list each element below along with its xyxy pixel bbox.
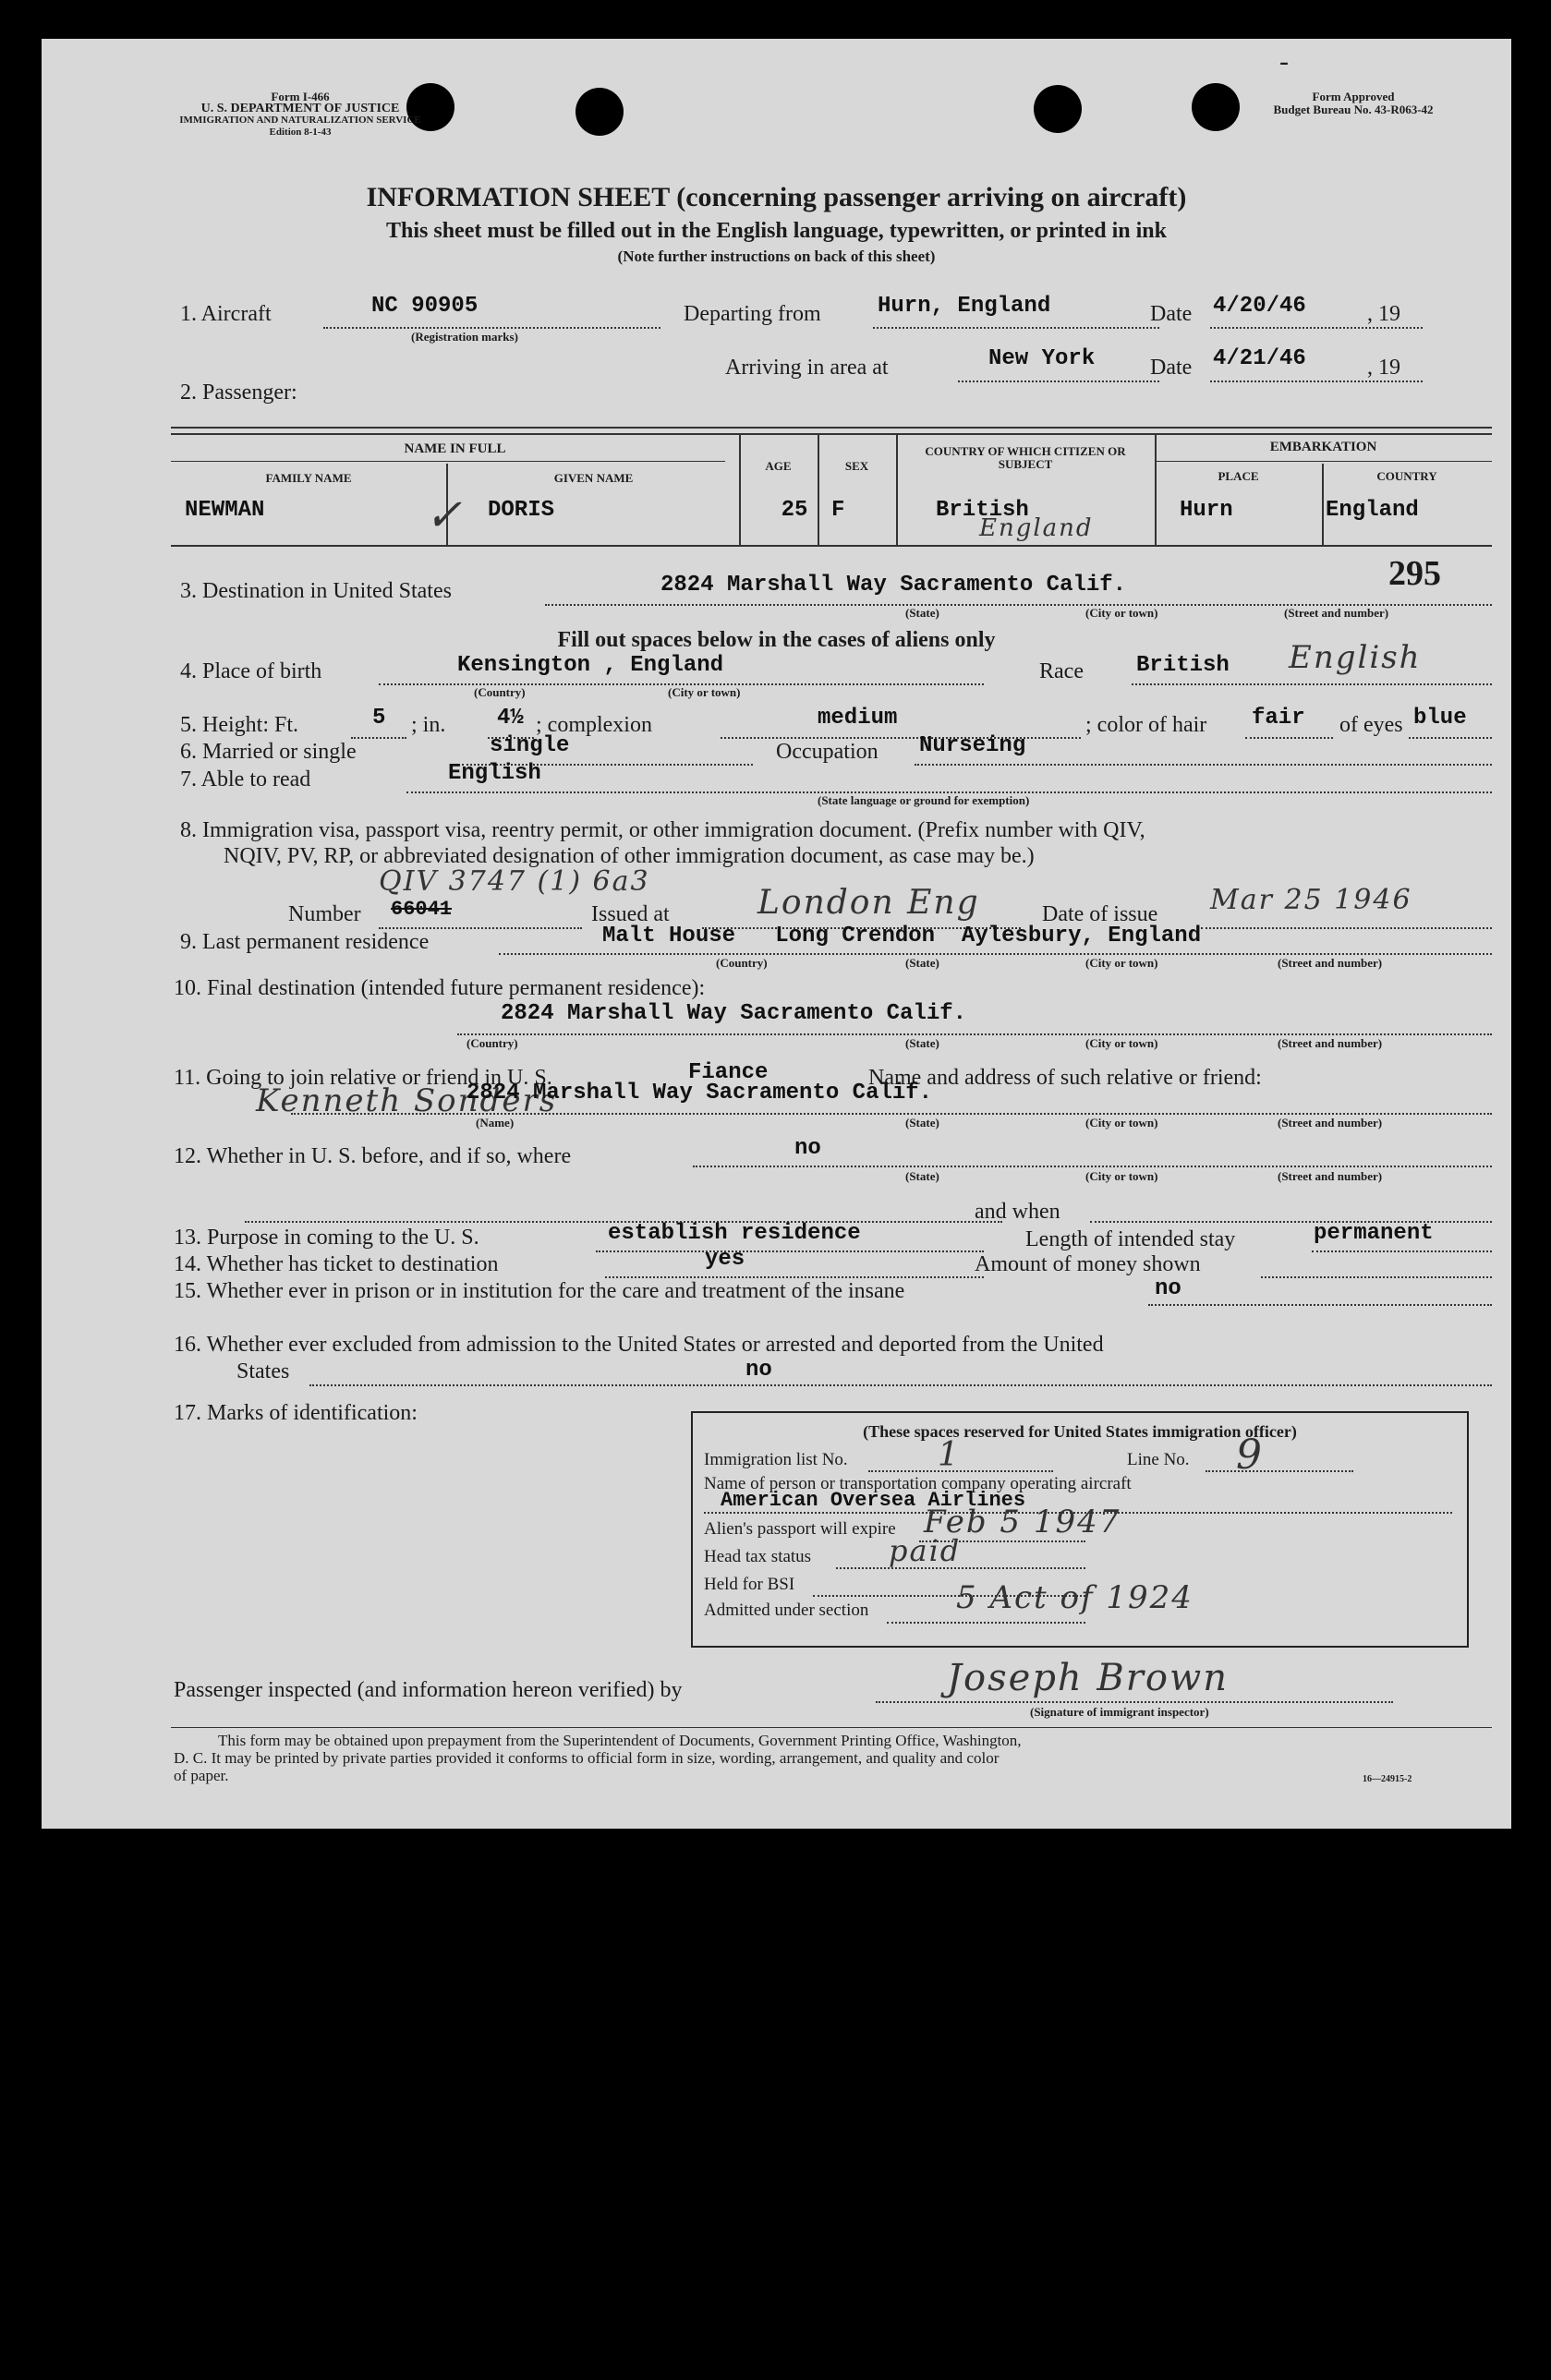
dest-sub-city: (City or town) (1085, 606, 1158, 620)
admitted-label: Admitted under section (704, 1601, 869, 1620)
read-value: English (448, 761, 541, 786)
last-sub-street: (Street and number) (1278, 956, 1383, 970)
page-title: INFORMATION SHEET (concerning passenger arriving on aircraft) (366, 182, 1187, 212)
issue-date-label: Date of issue (1042, 902, 1158, 926)
dest-sub-street: (Street and number) (1284, 606, 1389, 620)
dest-sub-state: (State) (905, 606, 939, 620)
aliens-heading: Fill out spaces below in the cases of aliens only (557, 628, 996, 652)
prison-value: no (1155, 1276, 1181, 1301)
form-number: Form I-466 (271, 90, 330, 103)
height-in-label: ; in. (411, 713, 446, 737)
join-name-handwritten: Kenneth Sonders (256, 1082, 558, 1119)
visa-number-typed: 66041 (391, 898, 453, 921)
when-label: and when (975, 1200, 1060, 1224)
visa-number-label: Number (288, 902, 361, 926)
expire-handwritten: Feb 5 1947 (924, 1504, 1121, 1540)
occupation-value: Nurseing (919, 733, 1026, 758)
purpose-label: 13. Purpose in coming to the U. S. (174, 1226, 479, 1250)
footer-line3: of paper. (174, 1767, 229, 1784)
admitted-handwritten: 5 Act of 1924 (956, 1579, 1194, 1616)
issue-date-handwritten: Mar 25 1946 (1210, 884, 1412, 916)
join-sub-state: (State) (905, 1116, 939, 1130)
company-value: American Oversea Airlines (721, 1489, 1026, 1512)
citizen-handwritten: England (979, 514, 1094, 542)
join-address: 2824 Marshall Way Sacramento Calif. (467, 1081, 933, 1105)
department: U. S. DEPARTMENT OF JUSTICE (200, 102, 400, 115)
departing-value: Hurn, England (878, 294, 1051, 319)
inspected-label: Passenger inspected (and information hereon verified) by (174, 1678, 683, 1702)
issued-handwritten: London Eng (757, 884, 980, 922)
budget-bureau: Budget Bureau No. 43-R063-42 (1273, 103, 1434, 116)
birth-value: Kensington , England (457, 653, 724, 678)
married-value: single (490, 733, 570, 758)
punch-hole (1034, 85, 1082, 133)
note: (Note further instructions on back of this sheet) (617, 248, 936, 265)
arrive-date: 4/21/46 (1213, 346, 1306, 371)
eyes-value: blue (1413, 706, 1467, 731)
complexion-value: medium (818, 706, 898, 731)
inspector-sub: (Signature of immigrant inspector) (1030, 1705, 1209, 1719)
ticket-label: 14. Whether has ticket to destination (174, 1252, 499, 1276)
subtitle: This sheet must be filled out in the English language, typewritten, or printed in ink (386, 219, 1167, 243)
final-value: 2824 Marshall Way Sacramento Calif. (501, 1001, 967, 1026)
col-sex: SEX (844, 459, 869, 473)
destination-value: 2824 Marshall Way Sacramento Calif. (660, 573, 1127, 598)
stay-value: permanent (1314, 1221, 1434, 1246)
service: IMMIGRATION AND NATURALIZATION SERVICE (179, 115, 421, 126)
family-name: NEWMAN (185, 498, 265, 523)
last-residence-value: Malt House Long Crendon Aylesbury, England (602, 924, 1202, 948)
join-relation: Fiance (688, 1060, 769, 1085)
arriving-label: Arriving in area at (725, 356, 889, 380)
last-sub-country: (Country) (716, 956, 768, 970)
officer-box (691, 1411, 1469, 1648)
col-name-in-full: NAME IN FULL (404, 441, 506, 456)
join-label: 11. Going to join relative or friend in U. S. (174, 1066, 552, 1090)
edition: Edition 8-1-43 (269, 127, 332, 138)
before-label: 12. Whether in U. S. before, and if so, where (174, 1144, 572, 1168)
departing-label: Departing from (684, 302, 821, 326)
ticket-value: yes (705, 1247, 745, 1272)
destination-number: 295 (1388, 554, 1441, 593)
arrive-date-label: Date (1150, 356, 1193, 380)
col-country: COUNTRY (1376, 469, 1437, 483)
excluded-line2: States (236, 1359, 290, 1383)
birth-label: 4. Place of birth (180, 659, 322, 683)
before-sub-state: (State) (905, 1169, 939, 1183)
birth-sub-city: (City or town) (668, 685, 741, 699)
top-right-mark: - (1279, 46, 1289, 77)
approval-block (1215, 91, 1492, 116)
punch-hole (576, 88, 624, 136)
form-approved: Form Approved (1312, 90, 1395, 103)
destination-label: 3. Destination in United States (180, 579, 452, 603)
final-sub-state: (State) (905, 1036, 939, 1050)
hair-label: ; color of hair (1085, 713, 1207, 737)
married-label: 6. Married or single (180, 740, 357, 764)
footer-line1: This form may be obtained upon prepayment from the Superintendent of Documents, Government Printing Office, Washington, (218, 1732, 1022, 1749)
col-country-citizen: COUNTRY OF WHICH CITIZEN OR SUBJECT (925, 444, 1126, 471)
money-label: Amount of money shown (975, 1252, 1201, 1276)
line-label: Line No. (1127, 1450, 1190, 1469)
visa-number-handwritten: QIV 3747 (1) 6a3 (379, 865, 650, 898)
check-mark: ✓ (425, 489, 465, 541)
visa-line1: 8. Immigration visa, passport visa, reentry permit, or other immigration document. (Prefix number with QIV, (180, 818, 1145, 842)
bsi-label: Held for BSI (704, 1575, 795, 1594)
join-label-b: Name and address of such relative or friend: (868, 1066, 1262, 1090)
eyes-label: of eyes (1339, 713, 1403, 737)
embark-place: Hurn (1180, 498, 1233, 523)
col-age: AGE (765, 459, 792, 473)
line-handwritten: 9 (1236, 1432, 1264, 1479)
join-sub-name: (Name) (476, 1116, 515, 1130)
company-label: Name of person or transportation company operating aircraft (704, 1474, 1132, 1493)
age: 25 (781, 498, 808, 523)
visa-line2: NQIV, PV, RP, or abbreviated designation of other immigration document, as case may be.) (224, 844, 1035, 868)
before-value: no (794, 1136, 821, 1161)
document-sheet (42, 39, 1511, 1829)
given-name: DORIS (488, 498, 555, 523)
arrive-year: , 19 (1367, 356, 1400, 380)
col-embarkation: EMBARKATION (1269, 440, 1377, 454)
aircraft-label: 1. Aircraft (180, 302, 272, 326)
citizen: British (936, 498, 1029, 523)
form-header (152, 91, 448, 139)
excluded-line1: 16. Whether ever excluded from admission to the United States or arrested and deported from the United (174, 1333, 1104, 1357)
join-sub-city: (City or town) (1085, 1116, 1158, 1130)
last-sub-state: (State) (905, 956, 939, 970)
passenger-label: 2. Passenger: (180, 381, 297, 405)
list-handwritten: 1 (938, 1436, 961, 1474)
col-place: PLACE (1218, 469, 1259, 483)
footer-code: 16—24915-2 (1363, 1774, 1412, 1784)
arriving-value: New York (988, 346, 1096, 371)
complexion-label: ; complexion (536, 713, 652, 737)
race-label: Race (1039, 659, 1084, 683)
height-ft: 5 (372, 706, 386, 731)
aircraft-value: NC 90905 (371, 294, 479, 319)
final-sub-country: (Country) (467, 1036, 518, 1050)
before-sub-street: (Street and number) (1278, 1169, 1383, 1183)
col-given-name: GIVEN NAME (553, 471, 634, 485)
race-handwritten: English (1289, 639, 1422, 676)
list-label: Immigration list No. (704, 1450, 848, 1469)
inspector-signature: Joseph Brown (947, 1657, 1229, 1699)
read-label: 7. Able to read (180, 767, 311, 791)
issued-label: Issued at (591, 902, 670, 926)
purpose-value: establish residence (608, 1221, 861, 1246)
aircraft-sub: (Registration marks) (411, 330, 518, 344)
headtax-handwritten: paid (889, 1533, 962, 1568)
headtax-label: Head tax status (704, 1547, 812, 1566)
depart-year: , 19 (1367, 302, 1400, 326)
hair-value: fair (1252, 706, 1305, 731)
footer-line2: D. C. It may be printed by private parties provided it conforms to official form in size, wording, arrangement, and quality and color (174, 1749, 1000, 1767)
before-sub-city: (City or town) (1085, 1169, 1158, 1183)
officer-heading: (These spaces reserved for United States immigration officer) (863, 1422, 1297, 1441)
marks-label: 17. Marks of identification: (174, 1401, 418, 1425)
height-label: 5. Height: Ft. (180, 713, 299, 737)
excluded-value: no (745, 1358, 772, 1383)
last-residence-label: 9. Last permanent residence (180, 930, 430, 954)
expire-label: Alien's passport will expire (704, 1519, 896, 1539)
embark-country: England (1326, 498, 1419, 523)
last-sub-city: (City or town) (1085, 956, 1158, 970)
join-sub-street: (Street and number) (1278, 1116, 1383, 1130)
depart-date-label: Date (1150, 302, 1193, 326)
read-sub: (State language or ground for exemption) (818, 793, 1030, 807)
sex: F (831, 498, 845, 523)
height-in: 4½ (497, 706, 524, 731)
final-label: 10. Final destination (intended future permanent residence): (174, 976, 706, 1000)
col-family-name: FAMILY NAME (265, 471, 352, 485)
depart-date: 4/20/46 (1213, 294, 1306, 319)
occupation-label: Occupation (776, 740, 878, 764)
final-sub-city: (City or town) (1085, 1036, 1158, 1050)
prison-label: 15. Whether ever in prison or in institution for the care and treatment of the insane (174, 1279, 905, 1303)
final-sub-street: (Street and number) (1278, 1036, 1383, 1050)
stay-label: Length of intended stay (1025, 1227, 1236, 1251)
birth-sub-country: (Country) (474, 685, 526, 699)
race-value: British (1136, 653, 1230, 678)
